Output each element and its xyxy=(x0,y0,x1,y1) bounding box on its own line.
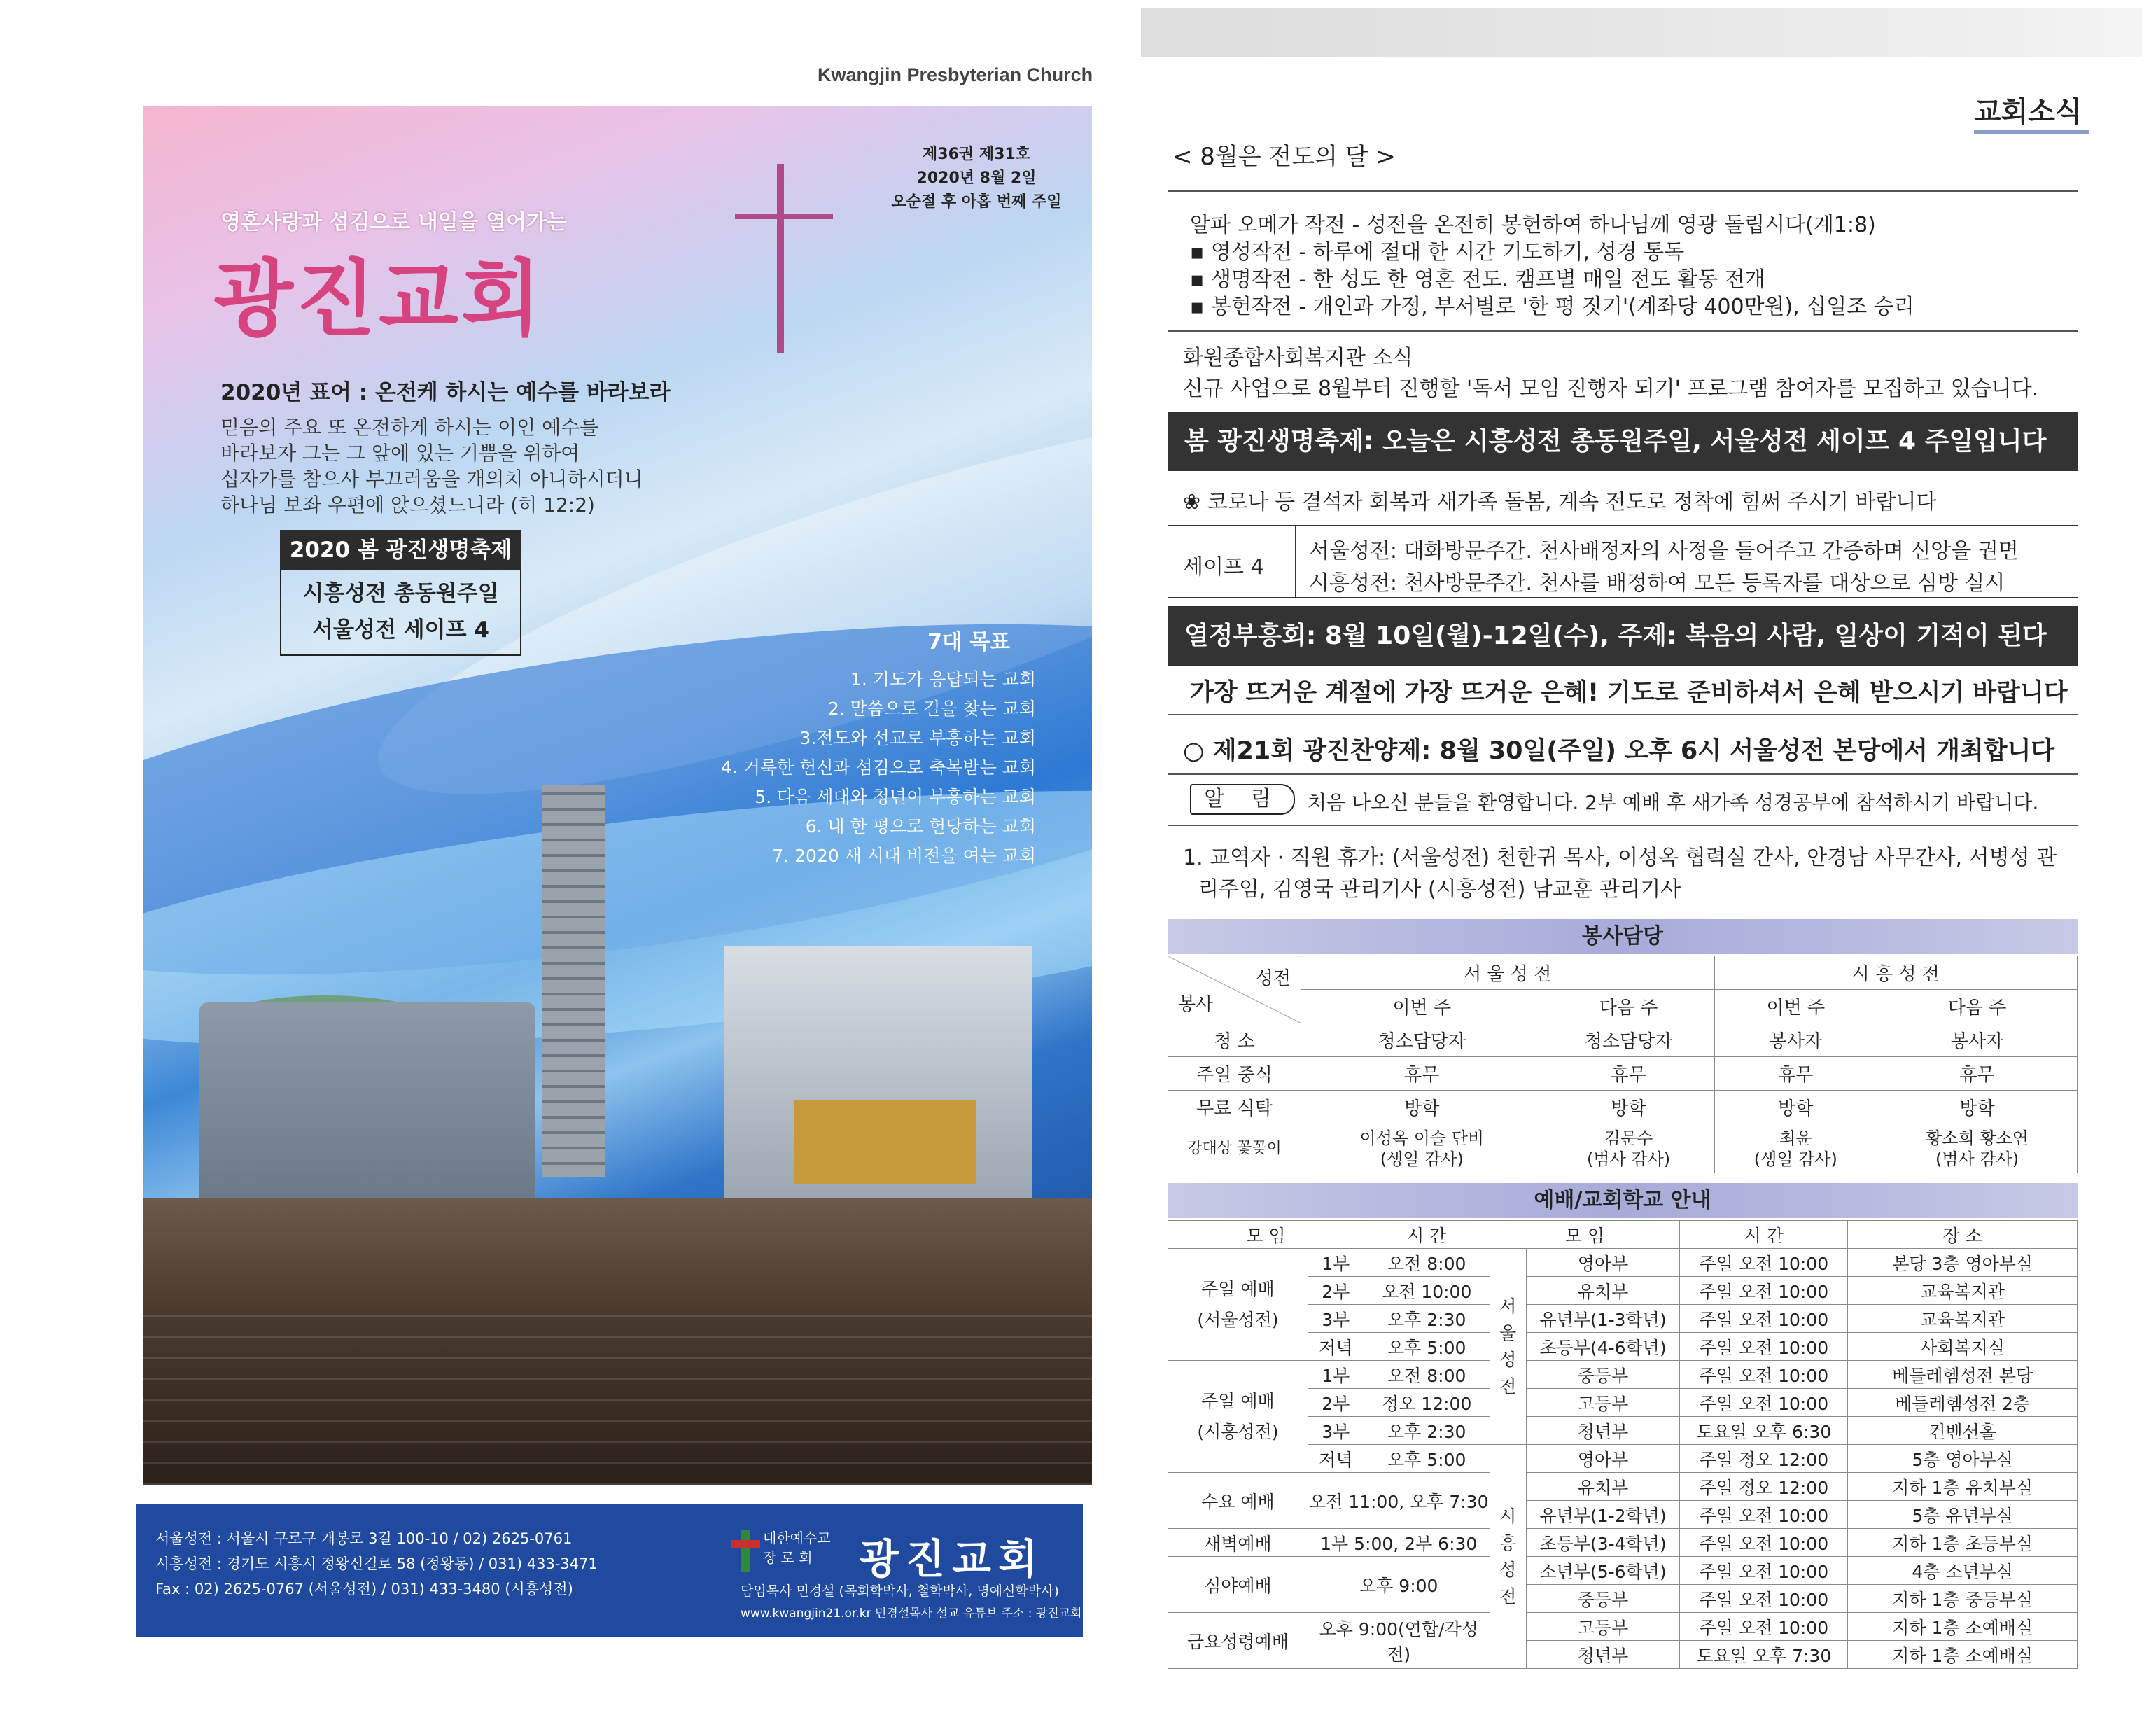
goal-item: 2. 말씀으로 길을 찾는 교회 xyxy=(827,699,1036,719)
divider xyxy=(1168,190,2078,192)
safe4-divider xyxy=(1295,525,1296,598)
goal-item: 6. 내 한 평으로 헌당하는 교회 xyxy=(805,816,1036,836)
service-name: 수요 예배 xyxy=(1168,1473,1308,1529)
table-cell: 중등부 xyxy=(1526,1585,1680,1613)
column-header: 시 간 xyxy=(1364,1221,1490,1249)
issue-date: 2020년 8월 2일 xyxy=(916,169,1037,187)
tower-illustration xyxy=(542,785,606,1177)
table-row xyxy=(1168,1613,2078,1641)
table-cell: 베들레헴성전 본당 xyxy=(1848,1361,2078,1389)
table-cell: 봉사자 xyxy=(1877,1023,2078,1057)
issue-info xyxy=(872,143,1082,214)
welfare-title: 화원종합사회복지관 소식 xyxy=(1183,346,1413,370)
serve-table-title: 봉사담당 xyxy=(1168,919,2078,954)
table-cell: 소년부(5-6학년) xyxy=(1526,1557,1680,1585)
fax-line: Fax : 02) 2625-0767 (서울성전) / 031) 433-3480 (시흥성전) xyxy=(155,1581,573,1597)
table-cell: 방학 xyxy=(1877,1091,2078,1124)
table-cell: 오후 5:00 xyxy=(1364,1445,1490,1473)
section-title-underline xyxy=(1974,130,2090,134)
goals-list xyxy=(634,665,1036,871)
praise-festival: ○ 제21회 광진찬양제: 8월 30일(주일) 오후 6시 서울성전 본당에서 개최합니다 xyxy=(1183,737,2055,765)
table-row xyxy=(1168,990,2078,1023)
page-header-bar xyxy=(1141,8,2142,57)
campus-label-char: 서 xyxy=(1499,1296,1517,1317)
safe4-siheung: 시흥성전: 천사방문주간. 천사를 배정하여 모든 등록자를 대상으로 심방 실시 xyxy=(1309,571,2005,596)
festival-banner: 봄 광진생명축제: 오늘은 시흥성전 총동원주일, 서울성전 세이프 4 주일입니다 xyxy=(1168,412,2078,471)
table-cell: 토요일 오후 7:30 xyxy=(1680,1641,1848,1669)
issue-sunday: 오순절 후 아홉 번째 주일 xyxy=(891,193,1062,211)
address-siheung: 시흥성전 : 경기도 시흥시 정왕신길로 58 (정왕동) / 031) 433-3471 xyxy=(155,1555,598,1572)
table-cell: 오후 2:30 xyxy=(1364,1417,1490,1445)
campus-label xyxy=(1490,1249,1526,1445)
building-illustration xyxy=(794,1100,976,1184)
table-cell: 지하 1층 초등부실 xyxy=(1848,1529,2078,1557)
alert-label: 알 림 xyxy=(1190,784,1295,815)
alpha-item: ▪ 봉헌작전 - 개인과 가정, 부서별로 '한 평 짓기'(계좌당 400만원), 십일조 승리 xyxy=(1190,295,1914,319)
verse-line: 하나님 보좌 우편에 앉으셨느니라 (히 12:2) xyxy=(220,493,595,517)
table-row xyxy=(1168,1473,2078,1501)
table-cell: 휴무 xyxy=(1543,1057,1714,1091)
cover-artwork xyxy=(144,106,1092,1485)
pastor-line: 담임목사 민경설 (목회학박사, 철학박사, 명예신학박사) xyxy=(741,1583,1059,1599)
denomination-line: 장 로 회 xyxy=(763,1549,813,1566)
row-label: 청 소 xyxy=(1168,1023,1301,1057)
table-cell: 청소담당자 xyxy=(1543,1023,1714,1057)
address-seoul: 서울성전 : 서울시 구로구 개봉로 3길 100-10 / 02) 2625-0761 xyxy=(155,1530,573,1547)
column-header: 모 임 xyxy=(1490,1221,1680,1249)
table-cell: 청소담당자 xyxy=(1301,1023,1544,1057)
table-row xyxy=(1168,1057,2078,1091)
table-row xyxy=(1168,1023,2078,1057)
service-time: 오전 11:00, 오후 7:30 xyxy=(1308,1473,1490,1529)
service-group: 주일 예배 (서울성전) xyxy=(1168,1249,1308,1361)
table-cell: 고등부 xyxy=(1526,1389,1680,1417)
divider xyxy=(1168,330,2078,332)
goal-item: 3.전도와 선교로 부흥하는 교회 xyxy=(799,728,1036,748)
corner-label: 봉사 xyxy=(1178,993,1214,1015)
table-cell: 유치부 xyxy=(1526,1473,1680,1501)
table-cell: 저녁 xyxy=(1308,1445,1364,1473)
row-label: 강대상 꽃꽂이 xyxy=(1168,1124,1301,1173)
campus-label-char: 전 xyxy=(1499,1376,1517,1396)
table-cell: 주일 오전 10:00 xyxy=(1680,1305,1848,1333)
table-cell: 영아부 xyxy=(1526,1445,1680,1473)
goal-item: 1. 기도가 응답되는 교회 xyxy=(850,669,1036,690)
table-cell: 영아부 xyxy=(1526,1249,1680,1277)
table-cell: 컨벤션홀 xyxy=(1848,1417,2078,1445)
column-header: 다음 주 xyxy=(1877,990,2078,1023)
table-cell: 2부 xyxy=(1308,1389,1364,1417)
table-row xyxy=(1168,1249,2078,1277)
column-header: 장 소 xyxy=(1848,1221,2078,1249)
welfare-text: 신규 사업으로 8월부터 진행할 '독서 모임 진행자 되기' 프로그램 참여자를 모집하고 있습니다. xyxy=(1183,377,2039,401)
table-row xyxy=(1168,1529,2078,1557)
table-row xyxy=(1168,956,2078,990)
table-cell: 유년부(1-3학년) xyxy=(1526,1305,1680,1333)
vacation-line: 1. 교역자 · 직원 휴가: (서울성전) 천한귀 목사, 이성옥 협력실 간사, 안경남 사무간사, 서병성 관 xyxy=(1183,846,2057,870)
table-cell: 오전 8:00 xyxy=(1364,1249,1490,1277)
table-cell: 사회복지실 xyxy=(1848,1333,2078,1361)
campus-label-char: 흥 xyxy=(1499,1532,1517,1553)
goal-item: 4. 거룩한 헌신과 섬김으로 축복받는 교회 xyxy=(721,757,1036,778)
alpha-item: ▪ 생명작전 - 한 성도 한 영혼 전도. 캠프별 매일 전도 활동 전개 xyxy=(1190,267,1765,292)
issue-volume: 제36권 제31호 xyxy=(923,146,1030,163)
cross-icon xyxy=(777,164,784,353)
table-cell: 1부 xyxy=(1308,1361,1364,1389)
table-row xyxy=(1168,1221,2078,1249)
table-cell: 3부 xyxy=(1308,1305,1364,1333)
denomination xyxy=(763,1528,861,1567)
divider xyxy=(1168,714,2078,715)
table-cell: 주일 오전 10:00 xyxy=(1680,1277,1848,1305)
table-cell: 오후 5:00 xyxy=(1364,1333,1490,1361)
table-cell: 교육복지관 xyxy=(1848,1277,2078,1305)
column-header: 시 흥 성 전 xyxy=(1714,956,2077,990)
table-cell: 유치부 xyxy=(1526,1277,1680,1305)
table-cell: 청년부 xyxy=(1526,1641,1680,1669)
table-cell: 고등부 xyxy=(1526,1613,1680,1641)
campus-label-char: 성 xyxy=(1499,1349,1517,1370)
table-cell: 청년부 xyxy=(1526,1417,1680,1445)
verse-line: 바라보자 그는 그 앞에 있는 기쁨을 위하여 xyxy=(220,442,580,465)
service-name: 심야예배 xyxy=(1168,1557,1308,1613)
church-slogan: 영혼사랑과 섬김으로 내일을 열어가는 xyxy=(220,210,568,234)
divider xyxy=(1168,825,2078,826)
column-header: 시 간 xyxy=(1680,1221,1848,1249)
table-cell: 저녁 xyxy=(1308,1333,1364,1361)
table-cell: 주일 오전 10:00 xyxy=(1680,1501,1848,1529)
address-block xyxy=(155,1526,598,1602)
table-cell: 이성옥 이슬 단비 (생일 감사) xyxy=(1301,1124,1544,1173)
goal-item: 7. 2020 새 시대 비전을 여는 교회 xyxy=(772,846,1036,866)
table-cell: 정오 12:00 xyxy=(1364,1389,1490,1417)
table-cell: 주일 정오 12:00 xyxy=(1680,1473,1848,1501)
revival-banner: 열정부흥회: 8월 10일(월)-12일(수), 주제: 복음의 사람, 일상이 기적이 된다 xyxy=(1168,606,2078,666)
table-cell: 유년부(1-2학년) xyxy=(1526,1501,1680,1529)
service-time: 오후 9:00 xyxy=(1308,1557,1490,1613)
table-cell: 주일 오전 10:00 xyxy=(1680,1585,1848,1613)
table-cell: 본당 3층 영아부실 xyxy=(1848,1249,2078,1277)
verse-line: 믿음의 주요 또 온전하게 하시는 이인 예수를 xyxy=(220,416,599,439)
table-cell: 황소희 황소연 (범사 감사) xyxy=(1877,1124,2078,1173)
column-header: 다음 주 xyxy=(1543,990,1714,1023)
motto-verse xyxy=(220,414,752,518)
table-cell: 2부 xyxy=(1308,1277,1364,1305)
alert-text: 처음 나오신 분들을 환영합니다. 2부 예배 후 새가족 성경공부에 참석하시기 바랍니다. xyxy=(1308,791,2039,814)
table-cell: 지하 1층 유치부실 xyxy=(1848,1473,2078,1501)
table-cell: 방학 xyxy=(1543,1091,1714,1124)
cross-icon xyxy=(735,214,833,219)
table-cell: 토요일 오후 6:30 xyxy=(1680,1417,1848,1445)
service-time: 오후 9:00(연합/각성전) xyxy=(1308,1613,1490,1669)
campus-label-char: 성 xyxy=(1499,1559,1517,1580)
column-header: 모 임 xyxy=(1168,1221,1364,1249)
table-cell: 주일 오전 10:00 xyxy=(1680,1529,1848,1557)
motto-title: 2020년 표어 : 온전케 하시는 예수를 바라보라 xyxy=(220,380,671,405)
sanctuary-photo xyxy=(144,1296,1092,1485)
logo-church-name: 광진교회 xyxy=(860,1535,1045,1583)
corner-label: 성전 xyxy=(1255,967,1291,989)
church-english-name: Kwangjin Presbyterian Church xyxy=(818,64,1093,85)
table-cell: 오전 8:00 xyxy=(1364,1361,1490,1389)
alpha-item: ▪ 영성작전 - 하루에 절대 한 시간 기도하기, 성경 통독 xyxy=(1190,240,1685,265)
row-label: 무료 식탁 xyxy=(1168,1091,1301,1124)
table-cell: 초등부(3-4학년) xyxy=(1526,1529,1680,1557)
table-cell: 휴무 xyxy=(1877,1057,2078,1091)
table-cell: 중등부 xyxy=(1526,1361,1680,1389)
month-theme: < 8월은 전도의 달 > xyxy=(1172,143,1396,171)
worship-table-title: 예배/교회학교 안내 xyxy=(1168,1183,2078,1218)
service-group: 주일 예배 (시흥성전) xyxy=(1168,1361,1308,1473)
festival-line: 서울성전 세이프 4 xyxy=(312,617,489,643)
table-cell: 김문수 (범사 감사) xyxy=(1543,1124,1714,1173)
table-cell: 주일 오전 10:00 xyxy=(1680,1389,1848,1417)
website-link[interactable]: www.kwangjin21.or.kr 민경설목사 설교 유튜브 주소 : 광진교회 xyxy=(741,1606,1082,1620)
table-cell: 4층 소년부실 xyxy=(1848,1557,2078,1585)
service-name: 금요성령예배 xyxy=(1168,1613,1308,1669)
table-cell: 오후 2:30 xyxy=(1364,1305,1490,1333)
goal-item: 5. 다음 세대와 청년이 부흥하는 교회 xyxy=(755,787,1036,807)
column-header: 이번 주 xyxy=(1714,990,1877,1023)
table-cell: 초등부(4-6학년) xyxy=(1526,1333,1680,1361)
service-name: 새벽예배 xyxy=(1168,1529,1308,1557)
worship-table xyxy=(1168,1220,2078,1669)
table-cell: 방학 xyxy=(1714,1091,1877,1124)
table-cell: 1부 xyxy=(1308,1249,1364,1277)
safe4-label: 세이프 4 xyxy=(1183,555,1264,580)
row-label: 주일 중식 xyxy=(1168,1057,1301,1091)
church-title: 광진교회 xyxy=(214,251,544,347)
corona-notice: ❀ 코로나 등 결석자 회복과 새가족 돌봄, 계속 전도로 정착에 힘써 주시기 바랍니다 xyxy=(1183,490,1937,514)
table-cell: 주일 오전 10:00 xyxy=(1680,1249,1848,1277)
corner-cell xyxy=(1168,956,1301,1023)
table-cell: 교육복지관 xyxy=(1848,1305,2078,1333)
table-cell: 5층 유년부실 xyxy=(1848,1501,2078,1529)
table-cell: 주일 오전 10:00 xyxy=(1680,1361,1848,1389)
table-cell: 주일 오전 10:00 xyxy=(1680,1613,1848,1641)
serve-table xyxy=(1168,955,2078,1173)
logo-cross-icon xyxy=(731,1540,760,1548)
campus-label-char: 울 xyxy=(1499,1322,1517,1343)
table-cell: 휴무 xyxy=(1301,1057,1544,1091)
hot-summer-line: 가장 뜨거운 계절에 가장 뜨거운 은혜! 기도로 준비하셔서 은혜 받으시기 바랍니다 xyxy=(1190,679,2068,707)
table-row xyxy=(1168,1557,2078,1585)
divider xyxy=(1168,774,2078,775)
vacation-line: 리주임, 김영국 관리기사 (시흥성전) 남교훈 관리기사 xyxy=(1198,877,1681,902)
campus-label xyxy=(1490,1445,1526,1669)
table-cell: 3부 xyxy=(1308,1417,1364,1445)
column-header: 서 울 성 전 xyxy=(1301,956,1715,990)
table-cell: 오전 10:00 xyxy=(1364,1277,1490,1305)
table-cell: 주일 정오 12:00 xyxy=(1680,1445,1848,1473)
table-cell: 지하 1층 중등부실 xyxy=(1848,1585,2078,1613)
table-cell: 봉사자 xyxy=(1714,1023,1877,1057)
table-cell: 베들레헴성전 2층 xyxy=(1848,1389,2078,1417)
table-cell: 휴무 xyxy=(1714,1057,1877,1091)
table-row xyxy=(1168,1091,2078,1124)
goals-title: 7대 목표 xyxy=(927,630,1011,654)
table-cell: 지하 1층 소예배실 xyxy=(1848,1641,2078,1669)
table-cell: 지하 1층 소예배실 xyxy=(1848,1613,2078,1641)
table-cell: 주일 오전 10:00 xyxy=(1680,1557,1848,1585)
table-cell: 방학 xyxy=(1301,1091,1544,1124)
table-cell: 주일 오전 10:00 xyxy=(1680,1333,1848,1361)
table-cell: 5층 영아부실 xyxy=(1848,1445,2078,1473)
safe4-seoul: 서울성전: 대화방문주간. 천사배정자의 사정을 들어주고 간증하며 신앙을 권면 xyxy=(1309,539,2019,564)
campus-label-char: 전 xyxy=(1499,1586,1517,1606)
festival-heading: 2020 봄 광진생명축제 xyxy=(280,530,522,570)
table-row xyxy=(1168,1124,2078,1173)
table-row xyxy=(1168,1361,2078,1389)
festival-line: 시흥성전 총동원주일 xyxy=(302,581,499,606)
alpha-omega-text: 알파 오메가 작전 - 성전을 온전히 봉헌하여 하나님께 영광 돌립시다(계1:8) xyxy=(1190,213,1876,237)
table-cell: 최윤 (생일 감사) xyxy=(1714,1124,1877,1173)
section-title: 교회소식 xyxy=(1974,96,2082,128)
service-time: 1부 5:00, 2부 6:30 xyxy=(1308,1529,1490,1557)
verse-line: 십자가를 참으사 부끄러움을 개의치 아니하시더니 xyxy=(220,468,643,491)
campus-label-char: 시 xyxy=(1499,1506,1517,1527)
denomination-line: 대한예수교 xyxy=(763,1530,831,1546)
logo-cross-icon xyxy=(741,1530,750,1572)
column-header: 이번 주 xyxy=(1301,990,1544,1023)
